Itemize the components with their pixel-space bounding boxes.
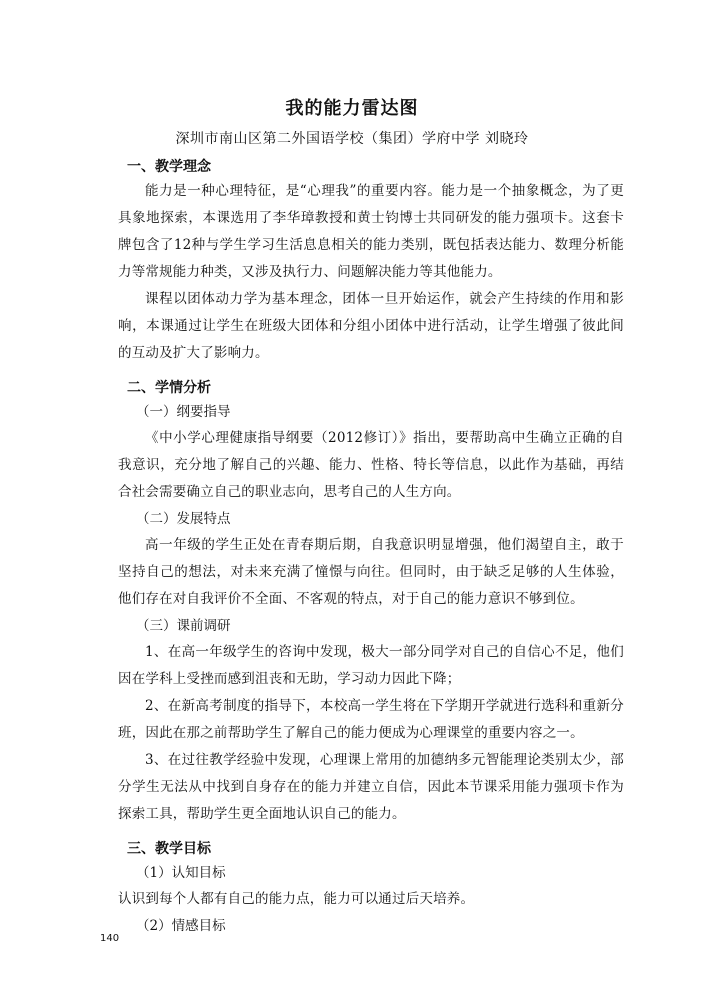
paragraph: 能力是一种心理特征，是“心理我”的重要内容。能力是一个抽象概念，为了更具象地探索，本课选用了李华璋教授和黄士钧博士共同研发的能力强项卡。这套卡牌包含了12种与学生学习生活息息相关的能力类别，既包括表达能力、数理分析能力等常规能力种类，又涉及执行力、问题解决能力等其他能力。	[118, 183, 624, 280]
paragraph: 高一年级的学生正处在青春期后期，自我意识明显增强，他们渴望自主，敢于坚持自己的想法，对未来充满了憧憬与向往。但同时，由于缺乏足够的人生体验，他们存在对自我评价不全面、不客观的特点，对于自己的能力意识不够到位。	[118, 537, 624, 607]
paragraph: 课程以团体动力学为基本理念，团体一旦开始运作，就会产生持续的作用和影响，本课通过让学生在班级大团体和分组小团体中进行活动，让学生增强了彼此间的互动及扩大了影响力。	[118, 291, 624, 361]
section-heading-teaching-goals: 三、教学目标	[127, 841, 211, 857]
paragraph: 1、在高一年级学生的咨询中发现，极大一部分同学对自己的自信心不足，他们因在学科上受挫而感到沮丧和无助，学习动力因此下降；	[118, 644, 624, 687]
paragraph: 认识到每个人都有自己的能力点，能力可以通过后天培养。	[118, 891, 475, 907]
paragraph: 3、在过往教学经验中发现，心理课上常用的加德纳多元智能理论类别太少，部分学生无法从中找到自身存在的能力并建立自信，因此本节课采用能力强项卡作为探索工具，帮助学生更全面地认识自己的能力。	[118, 752, 624, 822]
subsection-heading: （三）课前调研	[136, 618, 231, 634]
section-heading-teaching-philosophy: 一、教学理念	[127, 159, 211, 175]
document-body	[118, 152, 624, 939]
section-heading-student-analysis: 二、学情分析	[127, 380, 211, 396]
subsection-heading: （二）发展特点	[136, 511, 231, 527]
subsection-heading: （1）认知目标	[136, 865, 226, 881]
page-title: 我的能力雷达图	[285, 98, 419, 119]
author-line: 深圳市南山区第二外国语学校（集团）学府中学 刘晓玲	[175, 131, 529, 147]
subsection-heading: （一）纲要指导	[136, 404, 231, 420]
subsection-heading: （2）情感目标	[136, 918, 226, 934]
page-number: 140	[100, 933, 120, 944]
paragraph: 《中小学心理健康指导纲要（2012修订）》指出，要帮助高中生确立正确的自我意识，充分地了解自己的兴趣、能力、性格、特长等信息，以此作为基础，再结合社会需要确立自己的职业志向，思考自己的人生方向。	[118, 430, 624, 500]
paragraph: 2、在新高考制度的指导下，本校高一学生将在下学期开学就进行选科和重新分班，因此在那之前帮助学生了解自己的能力便成为心理课堂的重要内容之一。	[118, 698, 624, 741]
